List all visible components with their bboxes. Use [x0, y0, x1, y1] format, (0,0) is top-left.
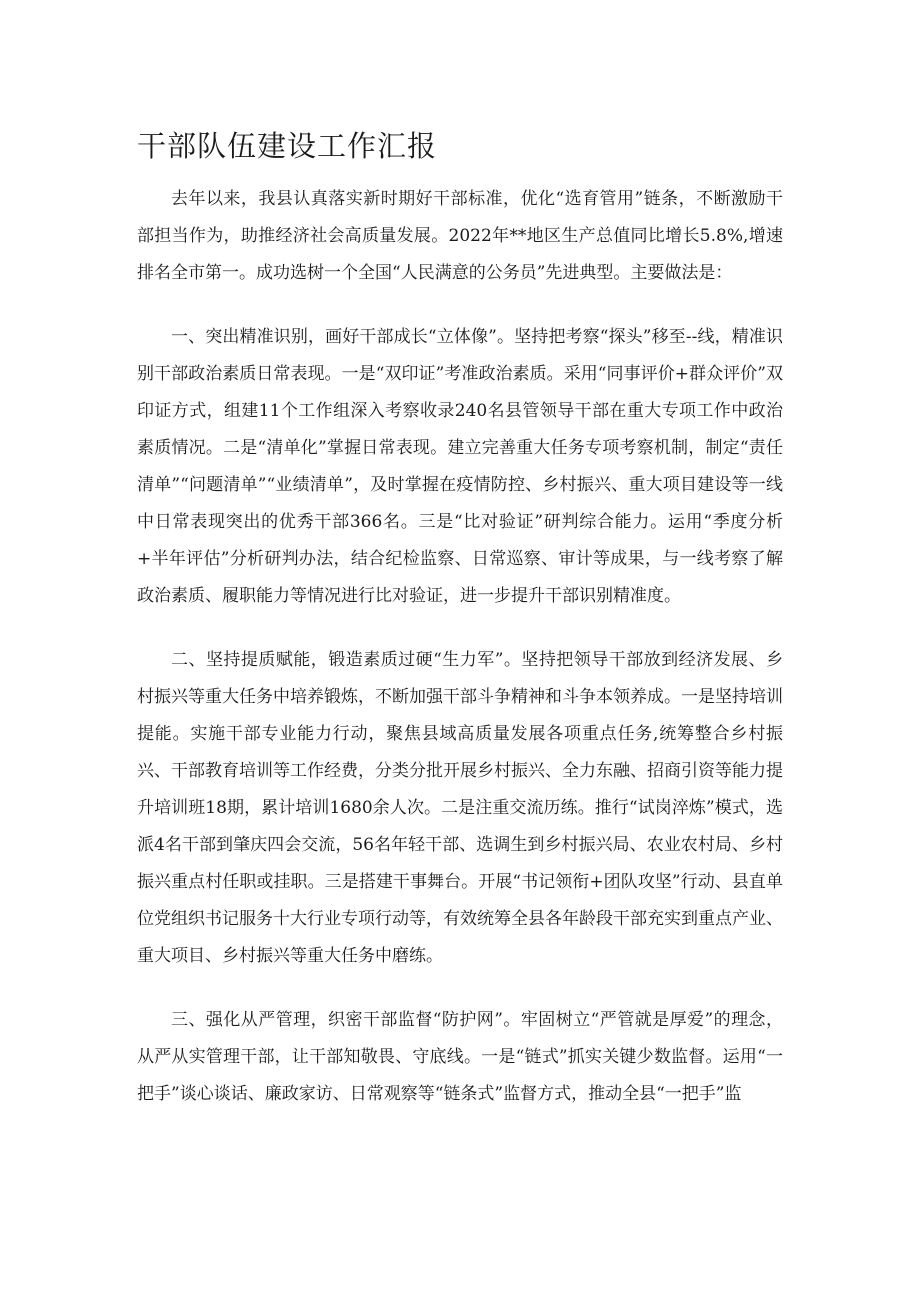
section-one-paragraph: 一、突出精准识别，画好干部成长“立体像”。坚持把考察“探头”移至--线，精准识别干部政治素质日常表现。一是“双印证”考准政治素质。采用“同事评价+群众评价”双印证方式，组建11个工作组深入考察收录240名县管领导干部在重大专项工作中政治素质情况。二是“清单化”掌握日常表现。建立完善重大任务专项考察机制，制定“责任清单”“问题清单”“业绩清单”，及时掌握在疫情防控、乡村振兴、重大项目建设等一线中日常表现突出的优秀干部366名。三是“比对验证”研判综合能力。运用“季度分析+半年评估”分析研判办法，结合纪检监察、日常巡察、审计等成果，与一线考察了解政治素质、履职能力等情况进行比对验证，进一步提升干部识别精准度。: [137, 327, 783, 606]
intro-paragraph: 去年以来，我县认真落实新时期好干部标准，优化“选育管用”链条，不断激励干部担当作为，助推经济社会高质量发展。2022年**地区生产总值同比增长5.8%,增速排名全市第一。成功选树一个全国“人民满意的公务员”先进典型。主要做法是：: [137, 189, 783, 283]
section-three-paragraph: 三、强化从严管理，织密干部监督“防护网”。牢固树立“严管就是厚爱”的理念，从严从实管理干部，让干部知敬畏、守底线。一是“链式”抓实关键少数监督。运用“一把手”谈心谈话、廉政家访、日常观察等“链条式”监督方式，推动全县“一把手”监: [137, 1010, 783, 1104]
document-body: [137, 181, 783, 1140]
document-title: 干部队伍建设工作汇报: [137, 129, 438, 163]
section-two-paragraph: 二、坚持提质赋能，锻造素质过硬“生力军”。坚持把领导干部放到经济发展、乡村振兴等重大任务中培养锻炼，不断加强干部斗争精神和斗争本领养成。一是坚持培训提能。实施干部专业能力行动，聚焦县域高质量发展各项重点任务,统筹整合乡村振兴、干部教育培训等工作经费，分类分批开展乡村振兴、全力东融、招商引资等能力提升培训班18期，累计培训1680余人次。二是注重交流历练。推行“试岗淬炼”模式，选派4名干部到肇庆四会交流，56名年轻干部、选调生到乡村振兴局、农业农村局、乡村振兴重点村任职或挂职。三是搭建干事舞台。开展“书记领衔+团队攻坚”行动、县直单位党组织书记服务十大行业专项行动等，有效统筹全县各年龄段干部充实到重点产业、重大项目、乡村振兴等重大任务中磨练。: [137, 650, 783, 966]
